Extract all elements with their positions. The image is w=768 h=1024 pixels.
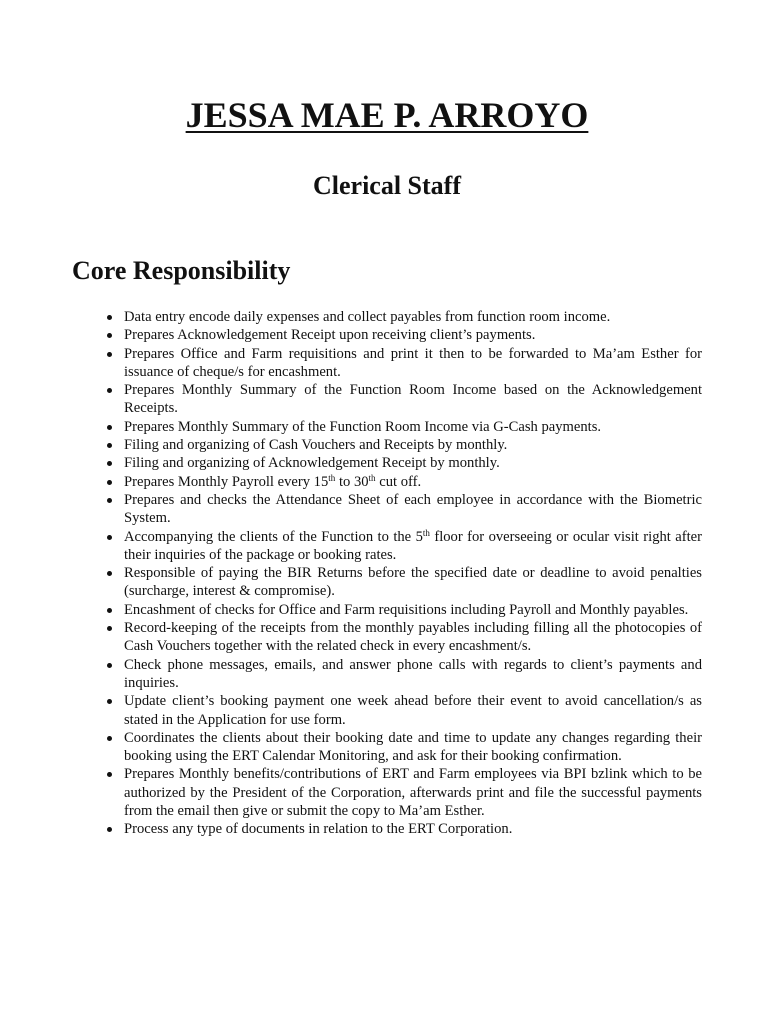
ordinal-suffix: th	[368, 472, 376, 483]
bullet-icon	[107, 443, 112, 448]
bullet-icon	[107, 461, 112, 466]
responsibility-item	[124, 308, 702, 326]
responsibility-text: Data entry encode daily expenses and collect payables from function room income.	[124, 309, 611, 325]
bullet-icon	[107, 736, 112, 741]
responsibility-text: Prepares Monthly Summary of the Function Room Income based on the Acknowledgement Receipts.	[124, 382, 702, 417]
bullet-icon	[107, 772, 112, 777]
employee-name: JESSA MAE P. ARROYO	[185, 95, 589, 135]
bullet-icon	[107, 626, 112, 631]
bullet-icon	[107, 699, 112, 704]
responsibility-item	[124, 692, 702, 729]
text-segment: Accompanying the clients of the Function to the 5	[124, 528, 423, 545]
responsibility-item	[124, 418, 702, 436]
responsibility-item	[124, 345, 702, 382]
bullet-icon	[107, 608, 112, 613]
responsibility-item	[124, 564, 702, 601]
responsibility-item	[124, 491, 702, 528]
responsibility-text: Coordinates the clients about their booking date and time to update any changes regarding their booking using the ERT Calendar Monitoring, and ask for their booking confirmation.	[124, 729, 702, 765]
ordinal-suffix: th	[422, 527, 430, 538]
section-heading: Core Responsibility	[72, 256, 291, 285]
responsibility-text: Process any type of documents in relation to the ERT Corporation.	[124, 821, 513, 838]
responsibility-text: Record-keeping of the receipts from the monthly payables including filling all the photocopies of Cash Vouchers together with the related check in every encashment/s.	[124, 620, 702, 655]
responsibility-item	[124, 820, 702, 838]
responsibility-item	[124, 454, 702, 472]
bullet-icon	[107, 480, 112, 485]
text-segment: cut off.	[375, 473, 422, 490]
responsibility-text: Prepares Monthly Summary of the Function Room Income via G-Cash payments.	[124, 418, 602, 435]
responsibility-text: Filing and organizing of Acknowledgement Receipt by monthly.	[124, 455, 500, 472]
responsibility-item	[124, 765, 702, 820]
bullet-icon	[107, 333, 112, 338]
responsibility-text: Prepares Acknowledgement Receipt upon receiving client’s payments.	[124, 327, 536, 344]
bullet-icon	[107, 571, 112, 576]
responsibility-text: Prepares Office and Farm requisitions and print it then to be forwarded to Ma’am Esther for issuance of cheque/s for encashment.	[124, 345, 702, 380]
text-segment: to 30	[335, 473, 369, 490]
bullet-icon	[107, 425, 112, 430]
responsibility-text: Prepares and checks the Attendance Sheet of each employee in accordance with the Biometric System.	[124, 491, 702, 527]
bullet-icon	[107, 498, 112, 503]
responsibility-item	[124, 619, 702, 656]
responsibility-item	[124, 729, 702, 766]
responsibility-text: Responsible of paying the BIR Returns before the specified date or deadline to avoid penalties (surcharge, interest & compromise).	[124, 565, 702, 600]
bullet-icon	[107, 352, 112, 357]
bullet-icon	[107, 388, 112, 393]
responsibility-text: Filing and organizing of Cash Vouchers and Receipts by monthly.	[124, 437, 508, 454]
responsibility-item	[124, 381, 702, 418]
responsibility-text: Encashment of checks for Office and Farm requisitions including Payroll and Monthly payables.	[124, 601, 689, 618]
text-segment: Prepares Monthly Payroll every 15	[124, 473, 329, 490]
responsibility-text: Check phone messages, emails, and answer phone calls with regards to client’s payments and inquiries.	[124, 656, 702, 691]
responsibility-text: Update client’s booking payment one week ahead before their event to avoid cancellation/s as stated in the Application for use form.	[124, 693, 702, 728]
responsibility-item	[124, 326, 702, 344]
responsibility-item	[124, 473, 702, 491]
responsibility-text	[124, 529, 702, 563]
responsibility-text: Prepares Monthly benefits/contributions of ERT and Farm employees via BPI bzlink which to be authorized by the President of the Corporation, afterwards print and file the successful payments from the email then give or submit the copy to Ma’am Esther.	[124, 766, 702, 820]
bullet-icon	[107, 315, 112, 320]
bullet-icon	[107, 827, 112, 832]
responsibility-text	[124, 474, 421, 490]
responsibility-list	[124, 308, 702, 839]
responsibility-item	[124, 528, 702, 565]
ordinal-suffix: th	[328, 472, 336, 483]
text-segment: floor for overseeing or ocular visit right after their inquiries of the package or booking rates.	[124, 528, 703, 563]
responsibility-item	[124, 601, 702, 619]
responsibility-item	[124, 436, 702, 454]
job-title: Clerical Staff	[312, 171, 461, 200]
responsibility-item	[124, 656, 702, 693]
bullet-icon	[107, 535, 112, 540]
bullet-icon	[107, 663, 112, 668]
